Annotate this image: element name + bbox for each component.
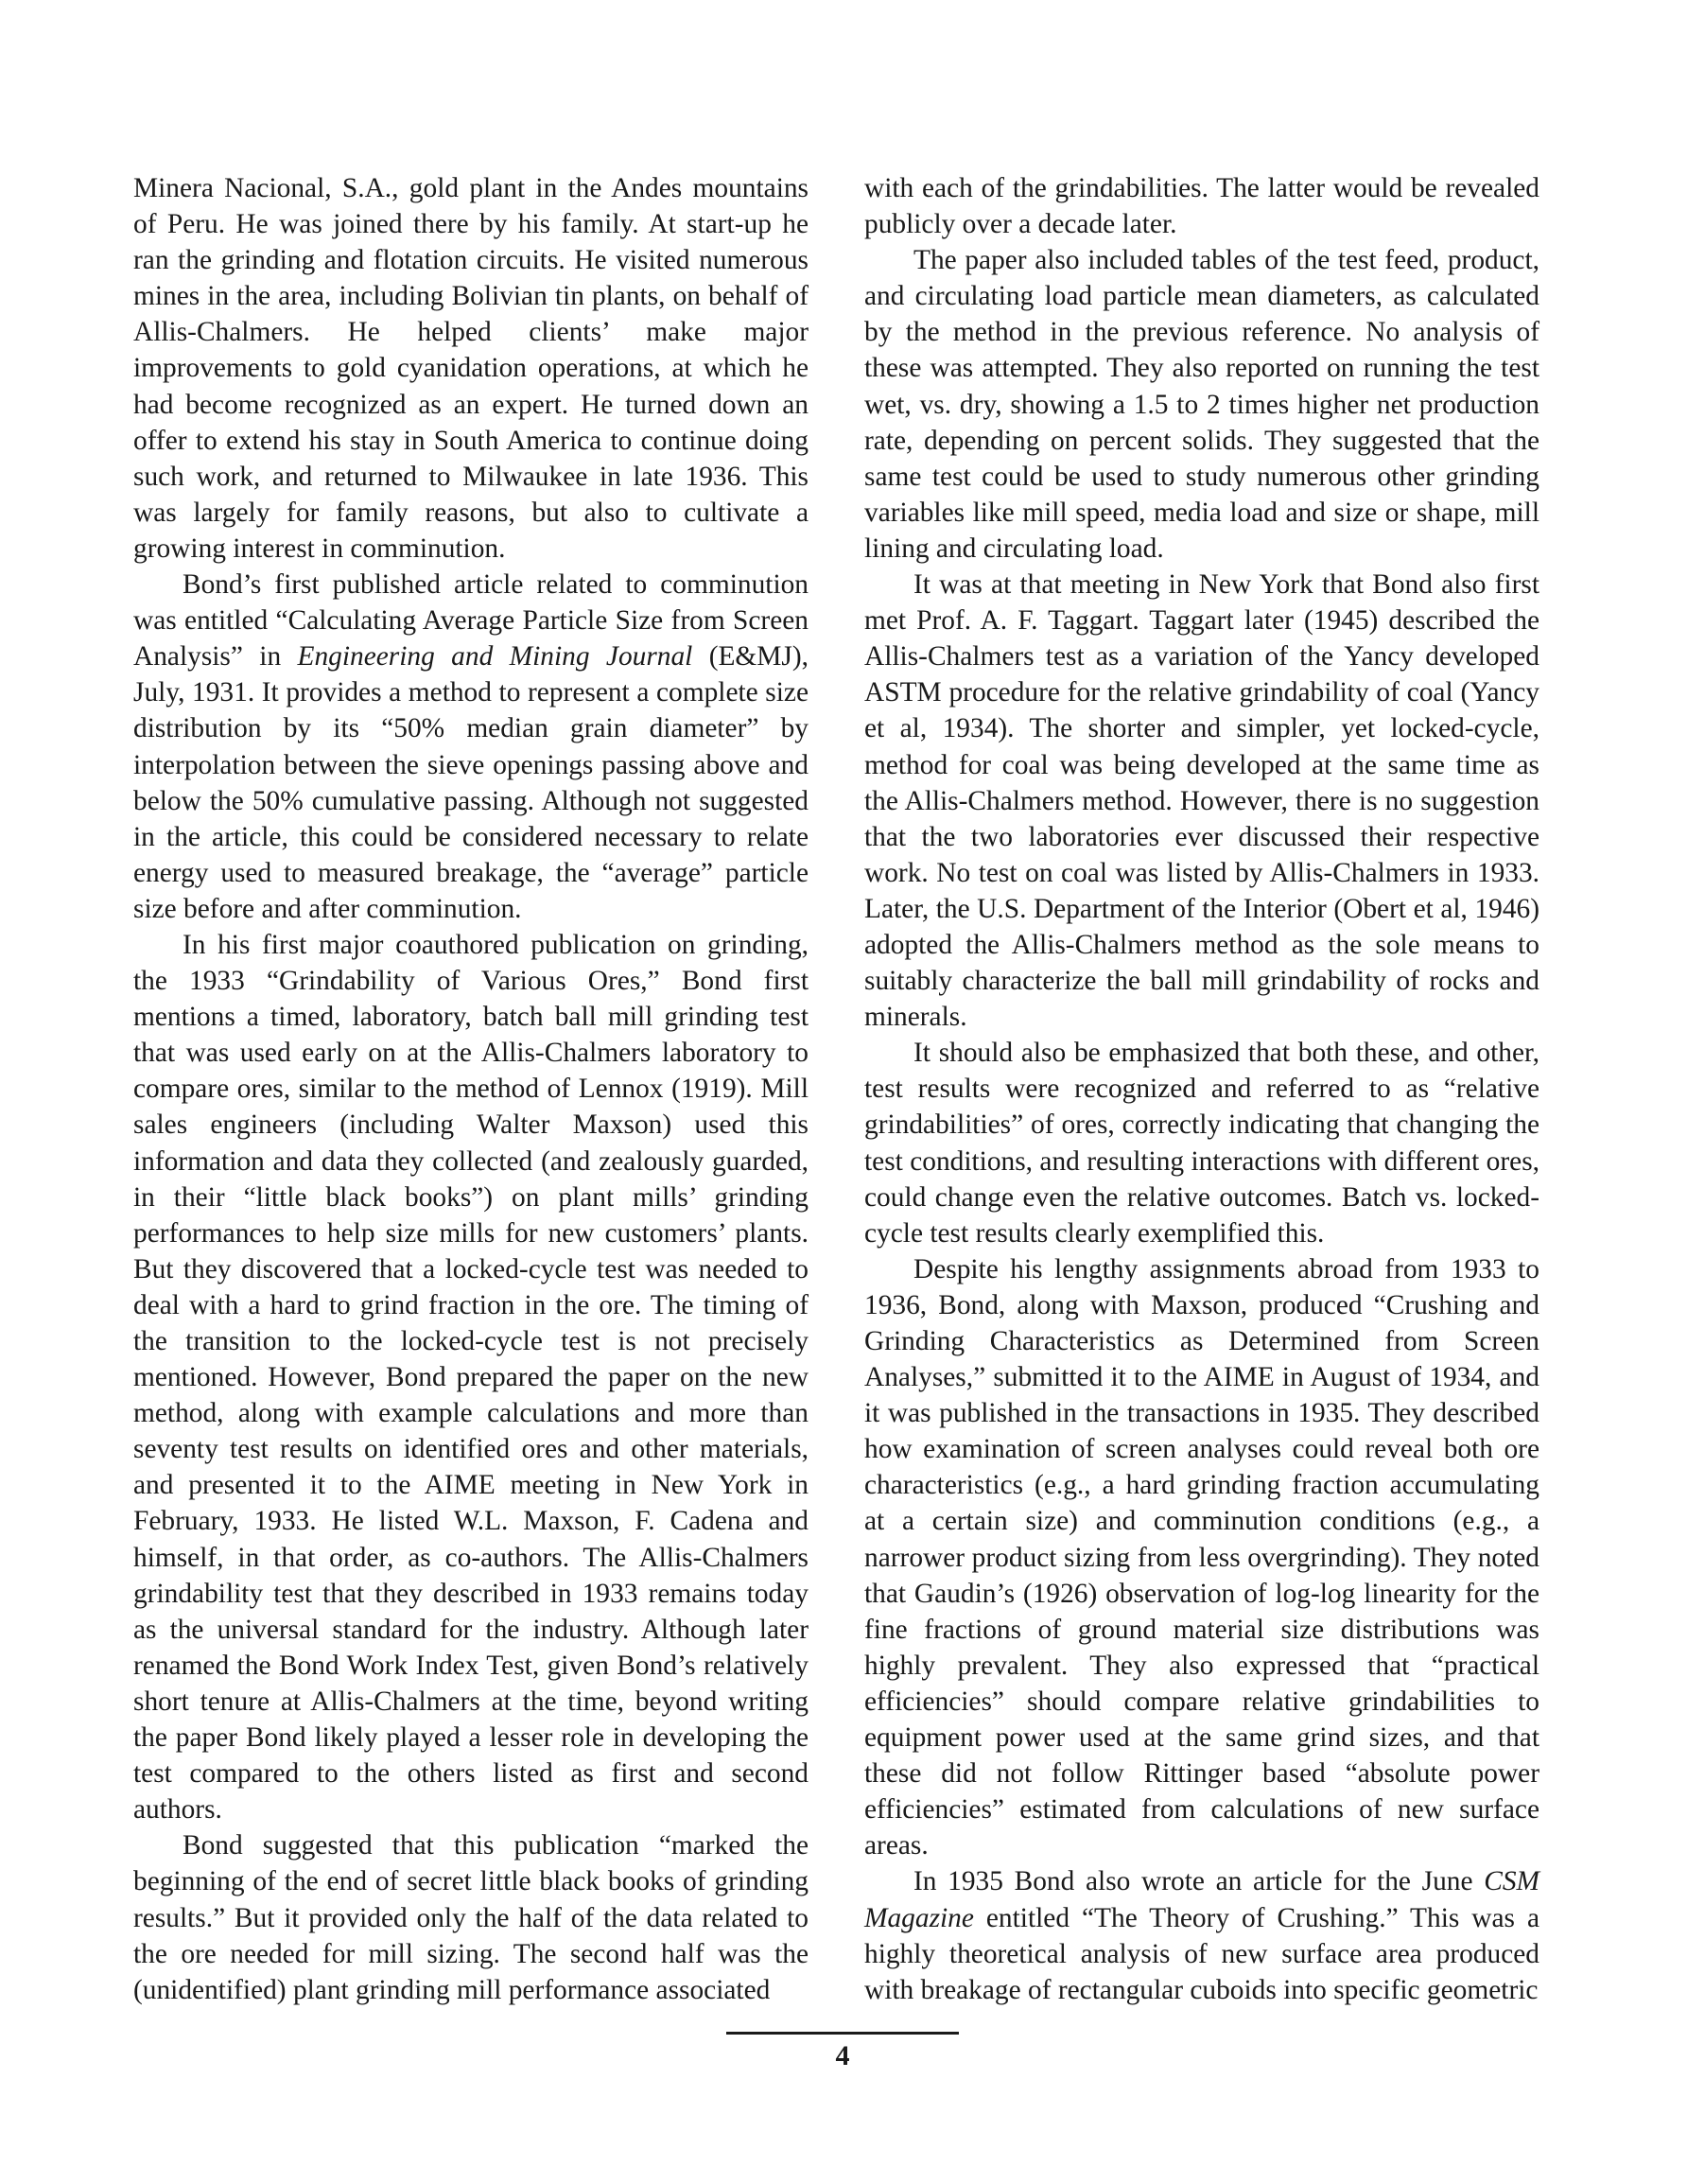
paragraph (864, 1863, 1539, 2007)
paragraph: with each of the grindabilities. The latter would be revealed publicly over a decade later. (864, 173, 1539, 240)
paragraph: It was at that meeting in New York that Bond also first met Prof. A. F. Taggart. Taggart later (1945) described the Allis-Chalmers test as a variation of the Yancy developed ASTM procedure for the relative grindability of coal (Yancy et al, 1934). The shorter and simpler, yet locked-cycle, method for coal was being developed at the same time as the Allis-Chalmers method. However, there is no suggestion that the two laboratories ever discussed their respective work. No test on coal was listed by Allis-Chalmers in 1933. Later, the U.S. Department of the Interior (Obert et al, 1946) adopted the Allis-Chalmers method as the sole means to suitably characterize the ball mill grindability of rocks and minerals. (864, 569, 1539, 1033)
paragraph: In his first major coauthored publication on grinding, the 1933 “Grindability of Various Ores,” Bond first mentions a timed, laboratory, batch ball mill grinding test that was used early on at the Allis-Chalmers laboratory to compare ores, similar to the method of Lennox (1919). Mill sales engineers (including Walter Maxson) used this information and data they collected (and zealously guarded, in their “little black books”) on plant mills’ grinding performances to help size mills for new customers’ plants. But they discovered that a locked-cycle test was needed to deal with a hard to grind fraction in the ore. The timing of the transition to the locked-cycle test is not precisely mentioned. However, Bond prepared the paper on the new method, along with example calculations and more than seventy test results on identified ores and other materials, and presented it to the AIME meeting in New York in February, 1933. He listed W.L. Maxson, F. Cadena and himself, in that order, as co-authors. The Allis-Chalmers grindability test that they described in 1933 remains today as the universal standard for the industry. Although later renamed the Bond Work Index Test, given Bond’s relatively short tenure at Allis-Chalmers at the time, beyond writing the paper Bond likely played a lesser role in developing the test compared to the others listed as first and second authors. (133, 929, 809, 1826)
paragraph: The paper also included tables of the test feed, product, and circulating load particle mean diameters, as calculated by the method in the previous reference. No analysis of these was attempted. They also reported on running the test wet, vs. dry, showing a 1.5 to 2 times higher net production rate, depending on percent solids. They suggested that the same test could be used to study numerous other grinding variables like mill speed, media load and size or shape, mill lining and circulating load. (864, 245, 1539, 564)
page-number: 4 (835, 2040, 850, 2071)
paragraph-text: Bond’s first published article related to comminution was entitled “Calculating Average Particle Size from Screen Analysis” in (133, 569, 809, 673)
paragraph: It should also be emphasized that both these, and other, test results were recognized and referred to as “relative grindabilities” of ores, correctly indicating that changing the test conditions, and resulting interactions with different ores, could change even the relative outcomes. Batch vs. locked-cycle test results clearly exemplified this. (864, 1038, 1539, 1249)
journal-title: Engineering and Mining Journal (297, 641, 693, 673)
paragraph: Minera Nacional, S.A., gold plant in the Andes mountains of Peru. He was joined there by his family. At start-up he ran the grinding and flotation circuits. He visited numerous mines in the area, including Bolivian tin plants, on behalf of Allis-Chalmers. He helped clients’ make major improvements to gold cyanidation operations, at which he had become recognized as an expert. He turned down an offer to extend his stay in South America to continue doing such work, and returned to Milwaukee in late 1936. This was largely for family reasons, but also to cultivate a growing interest in comminution. (133, 173, 809, 564)
right-column (864, 170, 1539, 2005)
paragraph: Despite his lengthy assignments abroad from 1933 to 1936, Bond, along with Maxson, produced “Crushing and Grinding Characteristics as Determined from Screen Analyses,” submitted it to the AIME in August of 1934, and it was published in the transactions in 1935. They described how examination of screen analyses could reveal both ore characteristics (e.g., a hard grinding fraction accumulating at a certain size) and comminution conditions (e.g., a narrower product sizing from less overgrinding). They noted that Gaudin’s (1926) observation of log-log linearity for the fine fractions of ground material size distributions was highly prevalent. They also expressed that “practical efficiencies” should compare relative grindabilities to equipment power used at the same grind sizes, and that these did not follow Rittinger based “absolute power efficiencies” estimated from calculations of new surface areas. (864, 1253, 1539, 1861)
magazine-title: CSM Magazine (864, 1866, 1539, 1933)
paragraph-text: entitled “The Theory of Crushing.” This was a highly theoretical analysis of new surface area produced with breakage of rectangular cuboids into specific geometric (864, 1902, 1539, 2005)
paragraph: Bond suggested that this publication “marked the beginning of the end of secret little black books of grinding results.” But it provided only the half of the data related to the ore needed for mill sizing. The second half was the (unidentified) plant grinding mill performance associated (133, 1830, 809, 2005)
paragraph-text: In 1935 Bond also wrote an article for the June (913, 1866, 1485, 1897)
left-column (133, 170, 809, 2005)
paragraph (133, 567, 809, 927)
footer-rule (726, 2032, 959, 2035)
paragraph-text: (E&MJ), July, 1931. It provides a method to represent a complete size distribution by its “50% median grain diameter” by interpolation between the sieve openings passing above and below the 50% cumulative passing. Although not suggested in the article, this could be considered necessary to relate energy used to measured breakage, the “average” particle size before and after comminution. (133, 641, 809, 924)
